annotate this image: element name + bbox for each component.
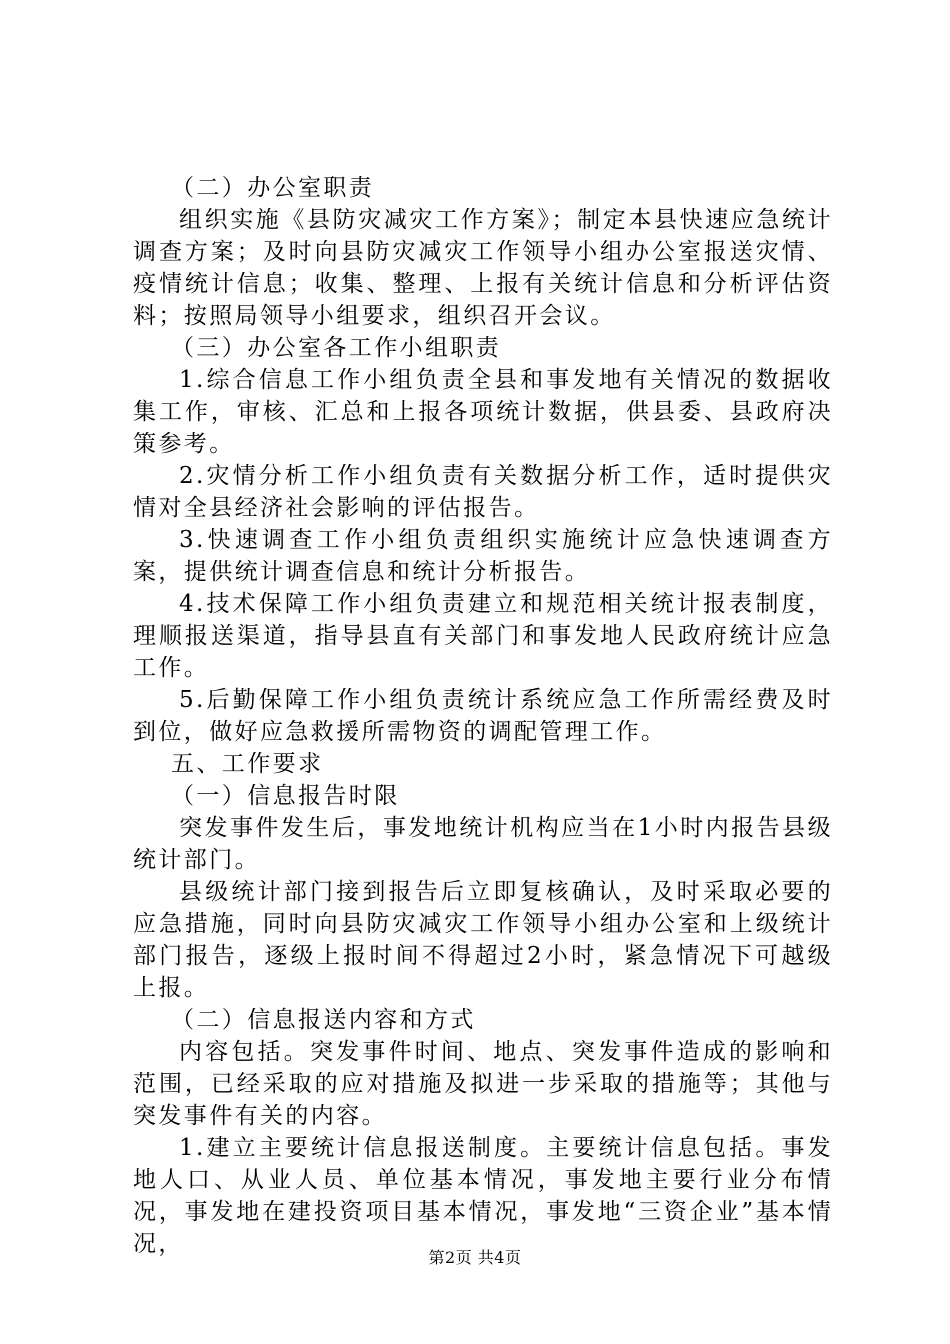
paragraph-report-time-1: 突发事件发生后，事发地统计机构应当在1小时内报告县级统计部门。: [133, 815, 833, 873]
section-heading-report-content: （二）信息报送内容和方式: [171, 1007, 476, 1033]
section-heading-office-duties: （二）办公室职责: [171, 175, 375, 201]
document-body: [133, 172, 833, 1260]
paragraph-office-duties: 组织实施《县防灾减灾工作方案》；制定本县快速应急统计调查方案；及时向县防灾减灾工作领导小组办公室报送灾情、疫情统计信息；收集、整理、上报有关统计信息和分析评估资料；按照局领导小组要求，组织召开会议。: [133, 207, 833, 329]
paragraph-group-2: 2.灾情分析工作小组负责有关数据分析工作，适时提供灾情对全县经济社会影响的评估报告。: [133, 463, 833, 521]
section-heading-group-duties: （三）办公室各工作小组职责: [171, 335, 502, 361]
paragraph-report-content: 内容包括。突发事件时间、地点、突发事件造成的影响和范围，已经采取的应对措施及拟进一步采取的措施等；其他与突发事件有关的内容。: [133, 1039, 833, 1129]
paragraph-group-1: 1.综合信息工作小组负责全县和事发地有关情况的数据收集工作，审核、汇总和上报各项统计数据，供县委、县政府决策参考。: [133, 367, 833, 457]
paragraph-group-4: 4.技术保障工作小组负责建立和规范相关统计报表制度，理顺报送渠道，指导县直有关部门和事发地人民政府统计应急工作。: [133, 591, 833, 681]
paragraph-group-3: 3.快速调查工作小组负责组织实施统计应急快速调查方案，提供统计调查信息和统计分析报告。: [133, 527, 833, 585]
paragraph-report-time-2: 县级统计部门接到报告后立即复核确认，及时采取必要的应急措施，同时向县防灾减灾工作领导小组办公室和上级统计部门报告，逐级上报时间不得超过2小时，紧急情况下可越级上报。: [133, 879, 833, 1001]
page-footer: 第2页 共4页: [428, 1248, 522, 1267]
paragraph-group-5: 5.后勤保障工作小组负责统计系统应急工作所需经费及时到位，做好应急救援所需物资的调配管理工作。: [133, 687, 833, 745]
section-heading-report-time: （一）信息报告时限: [171, 783, 400, 809]
paragraph-report-system: 1.建立主要统计信息报送制度。主要统计信息包括。事发地人口、从业人员、单位基本情况，事发地主要行业分布情况，事发地在建投资项目基本情况，事发地“三资企业”基本情况，: [133, 1135, 833, 1257]
section-heading-work-requirements: 五、工作要求: [171, 751, 324, 777]
